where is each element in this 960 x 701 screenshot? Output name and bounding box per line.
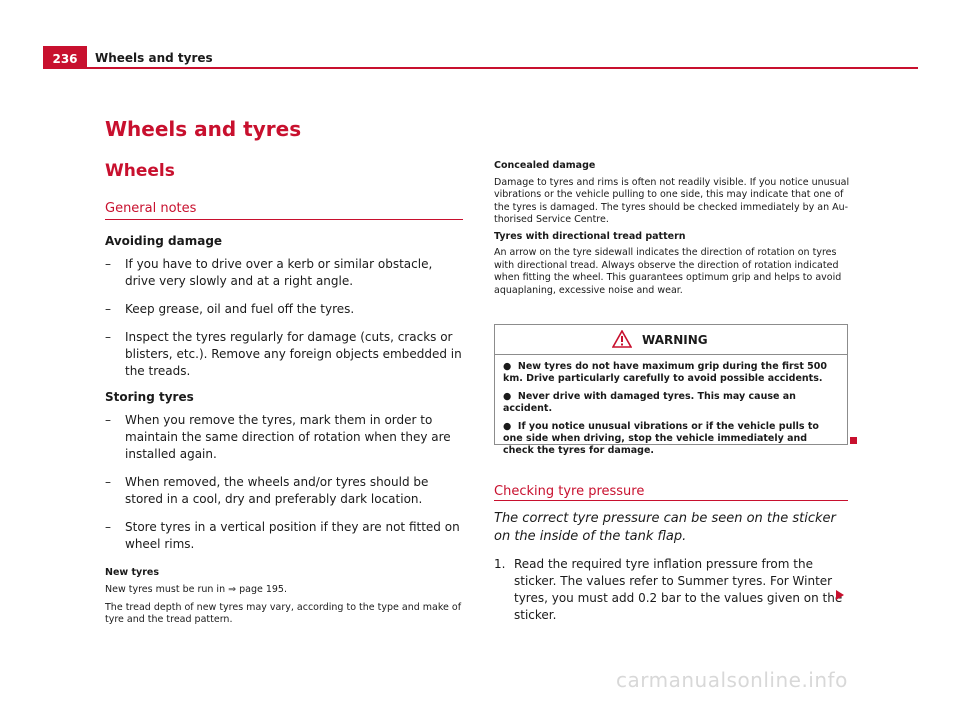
tread-depth-paragraph: The tread depth of new tyres may vary, according to the type and make of tyre and the tread pattern.: [105, 601, 462, 625]
list-item: – Inspect the tyres regularly for damage (cuts, cracks or blisters, etc.). Remove any foreign objects embedded in the treads.: [105, 330, 462, 378]
step-number: 1.: [494, 557, 506, 571]
subsection-rule: [105, 219, 463, 220]
subsection-title: General notes: [105, 201, 197, 216]
tyre-pressure-heading: Checking tyre pressure: [494, 484, 645, 499]
page-number: 236: [43, 46, 87, 68]
avoiding-damage-heading: Avoiding damage: [105, 234, 223, 248]
list-item: – Keep grease, oil and fuel off the tyres.: [105, 302, 355, 316]
continue-arrow-icon: [836, 590, 844, 600]
tyre-pressure-rule: [494, 500, 848, 501]
left-column: [105, 233, 465, 627]
new-tyres-paragraph: New tyres must be run in ⇒ page 195.: [105, 584, 287, 595]
step-text: Read the required tyre inflation pressure from the sticker. The values refer to Summer tyres. For Winter tyres, you must add 0.2 bar to the values given on the sticker.: [514, 557, 843, 622]
dash-bullet: –: [105, 257, 111, 271]
list-item: – If you have to drive over a kerb or similar obstacle, drive very slowly and at a right angle.: [105, 257, 433, 288]
new-tyres-heading: New tyres: [105, 567, 159, 578]
warning-header: [495, 325, 847, 355]
section-title: Wheels: [105, 161, 175, 181]
warning-item: ● New tyres do not have maximum grip during the first 500 km. Drive particularly carefully to avoid possible accidents.: [503, 361, 827, 384]
watermark: carmanualsonline.info: [616, 668, 848, 692]
concealed-damage-heading: Concealed damage: [494, 160, 596, 171]
dash-bullet: –: [105, 413, 111, 427]
warning-item: ● Never drive with damaged tyres. This may cause an accident.: [503, 391, 796, 414]
running-header-title: Wheels and tyres: [95, 51, 213, 65]
warning-triangle-icon: [612, 330, 632, 348]
tyre-pressure-intro: The correct tyre pressure can be seen on the sticker on the inside of the tank flap.: [494, 511, 836, 544]
concealed-damage-paragraph: Damage to tyres and rims is often not readily visible. If you notice unusual vibrations or the vehicle pulling to one side, this may indicate that one of the tyres is damaged. The tyres should be checked immediately by an Authorised Service Centre.: [494, 176, 850, 225]
chapter-title: Wheels and tyres: [105, 117, 302, 141]
list-item: – When removed, the wheels and/or tyres should be stored in a cool, dry and preferably dark location.: [105, 475, 429, 506]
header-rule: [43, 67, 918, 69]
dash-bullet: –: [105, 475, 111, 489]
warning-body: [495, 355, 847, 457]
warning-title: WARNING: [642, 333, 708, 347]
dash-bullet: –: [105, 302, 111, 316]
dash-bullet: –: [105, 330, 111, 344]
section-end-marker: [850, 437, 857, 444]
list-item: – When you remove the tyres, mark them in order to maintain the same direction of rotation when they are installed again.: [105, 413, 451, 461]
warning-box: [494, 324, 848, 456]
dash-bullet: –: [105, 520, 111, 534]
step-item: [494, 556, 854, 624]
storing-tyres-heading: Storing tyres: [105, 390, 194, 404]
directional-tread-paragraph: An arrow on the tyre sidewall indicates the direction of rotation on tyres with directional tread. Always observe the direction of rotation indicated when fitting the wheel. This guarantees optimum grip and helps to avoid aquaplaning, excessive noise and wear.: [494, 247, 842, 296]
right-column: [494, 160, 854, 297]
directional-tread-heading: Tyres with directional tread pattern: [494, 230, 686, 242]
list-item: – Store tyres in a vertical position if they are not fitted on wheel rims.: [105, 520, 460, 551]
warning-item: ● If you notice unusual vibrations or if the vehicle pulls to one side when driving, stop the vehicle immediately and check the tyres for damage.: [503, 421, 819, 456]
